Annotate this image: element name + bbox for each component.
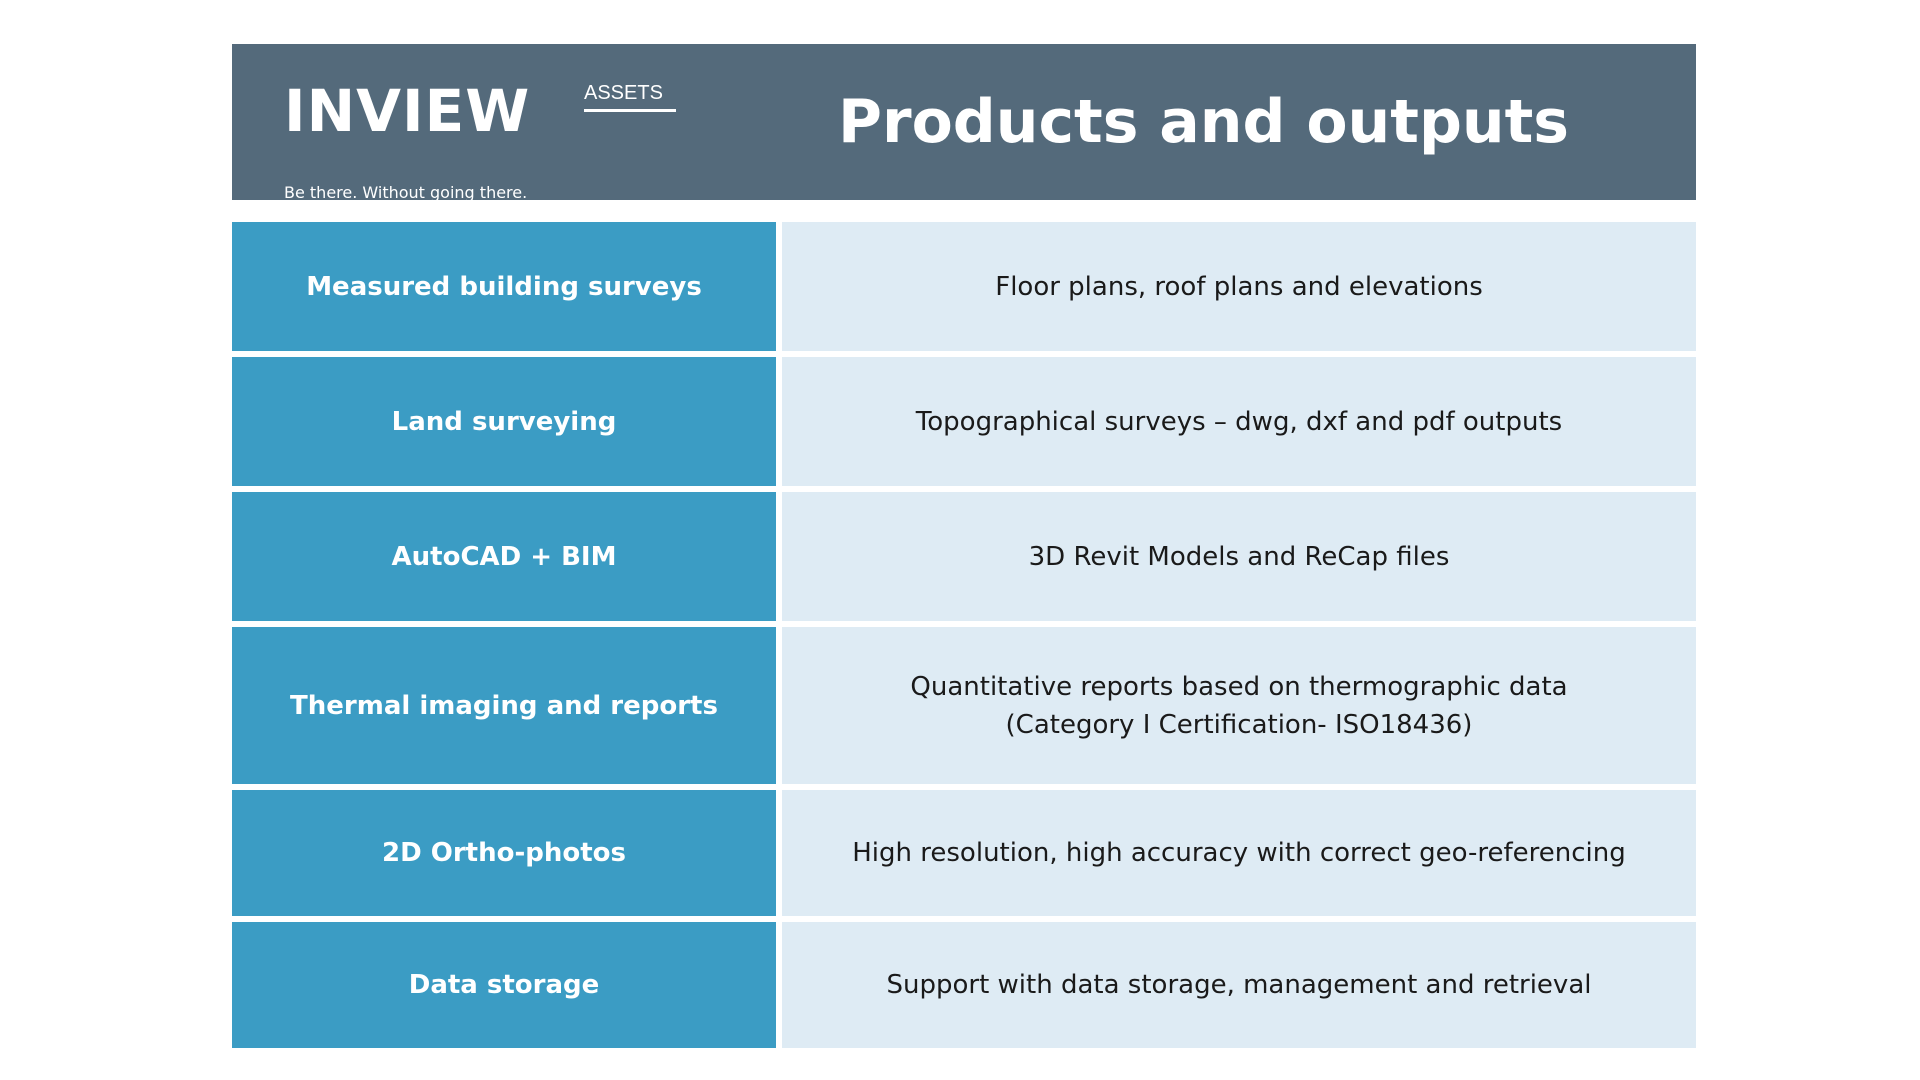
output-line: High resolution, high accuracy with correct geo-referencing bbox=[852, 838, 1626, 868]
service-cell: AutoCAD + BIM bbox=[232, 492, 776, 621]
table-row bbox=[232, 922, 1696, 1048]
table-row bbox=[232, 222, 1696, 351]
output-cell bbox=[782, 790, 1696, 916]
service-cell: 2D Ortho-photos bbox=[232, 790, 776, 916]
logo-tagline: Be there. Without going there. bbox=[284, 183, 528, 202]
output-cell bbox=[782, 357, 1696, 486]
table-row bbox=[232, 790, 1696, 916]
service-cell: Land surveying bbox=[232, 357, 776, 486]
output-line: Support with data storage, management and retrieval bbox=[886, 970, 1592, 1000]
output-line: Quantitative reports based on thermographic data bbox=[910, 671, 1568, 702]
service-cell: Data storage bbox=[232, 922, 776, 1048]
service-cell: Measured building surveys bbox=[232, 222, 776, 351]
inview-assets-logo bbox=[284, 77, 684, 202]
output-line: Floor plans, roof plans and elevations bbox=[995, 271, 1483, 302]
output-line: 3D Revit Models and ReCap files bbox=[1028, 541, 1450, 572]
products-table bbox=[232, 222, 1696, 1048]
logo-sub-wordmark: ASSETS bbox=[584, 82, 676, 112]
service-cell: Thermal imaging and reports bbox=[232, 627, 776, 784]
table-row bbox=[232, 357, 1696, 486]
output-cell bbox=[782, 627, 1696, 784]
page-title: Products and outputs bbox=[838, 87, 1570, 157]
table-row bbox=[232, 627, 1696, 784]
logo-wordmark: INVIEW bbox=[284, 77, 531, 145]
output-line: (Category I Certification- ISO18436) bbox=[1005, 709, 1473, 740]
page-header bbox=[232, 44, 1696, 200]
table-row bbox=[232, 492, 1696, 621]
output-cell bbox=[782, 222, 1696, 351]
output-cell bbox=[782, 922, 1696, 1048]
output-cell bbox=[782, 492, 1696, 621]
output-line: Topographical surveys – dwg, dxf and pdf outputs bbox=[915, 406, 1563, 437]
